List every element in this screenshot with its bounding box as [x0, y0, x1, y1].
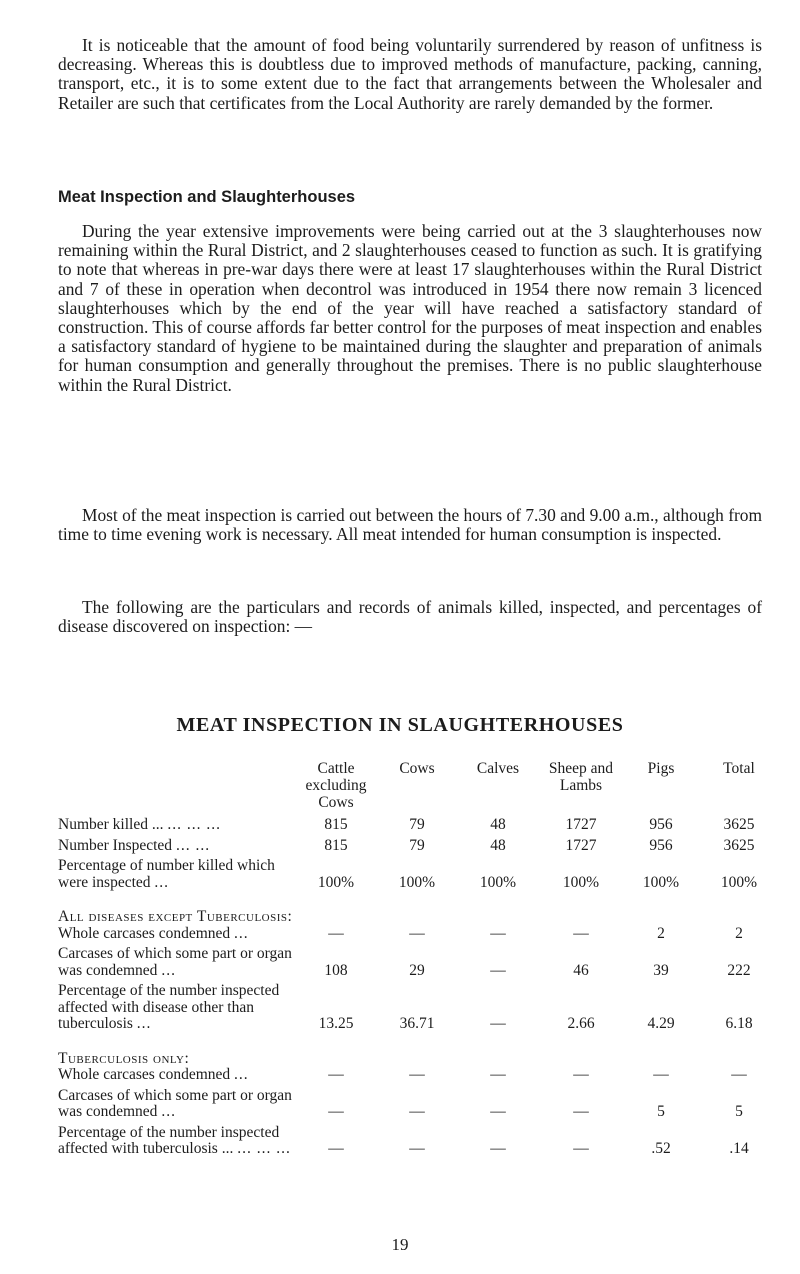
table-cell: 3625	[723, 836, 755, 854]
table-cell: .14	[729, 1140, 749, 1157]
table-cell: —	[328, 924, 344, 942]
table-cell: 48	[490, 836, 506, 854]
table-cell: 1727	[565, 836, 597, 854]
table-cell: 79	[409, 836, 425, 854]
section-heading: Meat Inspection and Slaughterhouses	[58, 188, 356, 206]
table-cell: —	[490, 924, 506, 942]
paragraph-slaughterhouses: During the year extensive improvements were being carried out at the 3 slaughterhouses now remaining within the Rural District, and 2 slaughterhouses ceased to function as such. It is gratifying to note that whereas in pre-war days there were at least 17 slaughterhouses within the Rural District and 7 of these in operation when decontrol was introduced in 1954 there now remain 3 licenced slaughterhouses which by the end of the year will have reached a satisfactory standard of construction. This of course affords far better control for the purposes of meat inspection and enables a satisfactory standard of hygiene to be maintained during the slaughter and preparation of animals for human consumption and generally throughout the premises. There is no public slaughterhouse within the Rural District.	[58, 221, 762, 395]
table-row-part-condemned	[58, 946, 778, 983]
table-row-killed	[58, 817, 778, 838]
table-cell: —	[573, 924, 589, 942]
table-cell: —	[409, 1066, 425, 1083]
table-row-inspected	[58, 838, 778, 859]
table-cell: —	[573, 1140, 589, 1157]
table-cell: —	[328, 1103, 344, 1120]
table-cell: 46	[573, 961, 589, 979]
table-cell: —	[653, 1066, 669, 1083]
table-cell: 36.71	[399, 1015, 435, 1032]
table-cell: 2	[735, 924, 743, 942]
column-header-calves: Calves	[476, 760, 520, 777]
table-cell: 29	[409, 961, 425, 979]
table-header-row	[58, 760, 778, 817]
column-header-total: Total	[723, 760, 755, 777]
table-cell: —	[573, 1066, 589, 1083]
section-title-other-diseases: All diseases except Tuberculosis:	[58, 908, 293, 925]
table-cell: 3625	[723, 816, 755, 833]
table-cell: —	[573, 1103, 589, 1120]
table-cell: 2.66	[567, 1015, 595, 1032]
table-cell: —	[409, 924, 425, 942]
table-row-tb-part-condemned	[58, 1088, 778, 1125]
paragraph-food-surrender: It is noticeable that the amount of food being voluntarily surrendered by reason of unfitness is decreasing. Whereas this is doubtless due to improved methods of manufacture, packing, canning, transport, etc., it is to some extent due to the fact that arrangements between the Wholesaler and Retailer are such that certificates from the Local Authority are rarely demanded by the former.	[58, 35, 762, 113]
section-title-tuberculosis: Tuberculosis only:	[58, 1049, 190, 1067]
table-cell: —	[490, 961, 506, 979]
column-header-cows: Cows	[399, 760, 435, 777]
column-header-pigs: Pigs	[647, 760, 675, 777]
table-cell: —	[328, 1140, 344, 1157]
column-header-sheep: Sheep and Lambs	[548, 760, 614, 794]
row-label: Number Inspected ... ...	[58, 836, 211, 854]
section-header-row	[58, 1037, 778, 1068]
table-row-whole-condemned	[58, 926, 778, 947]
table-cell: —	[409, 1103, 425, 1120]
table-cell: 5	[657, 1103, 665, 1120]
table-cell: —	[409, 1140, 425, 1157]
table-cell: 222	[727, 961, 751, 979]
table-cell: 956	[649, 836, 673, 854]
paragraph-inspection-hours: Most of the meat inspection is carried out between the hours of 7.30 and 9.00 a.m., although from time to time evening work is necessary. All meat intended for human consumption is inspected.	[58, 505, 763, 545]
table-cell: 6.18	[725, 1015, 753, 1032]
row-label: Whole carcases condemned ...	[58, 1066, 249, 1083]
table-cell: 100%	[642, 873, 680, 891]
table-cell: 100%	[720, 873, 758, 891]
page-number: 19	[391, 1235, 409, 1254]
table-cell: 48	[490, 816, 506, 833]
table-cell: 815	[324, 816, 348, 833]
table-cell: —	[490, 1015, 506, 1032]
table-cell: 100%	[317, 873, 355, 891]
table-cell: .52	[651, 1140, 671, 1157]
table-cell: 956	[649, 816, 673, 833]
table-cell: 5	[735, 1103, 743, 1120]
table-cell: —	[490, 1103, 506, 1120]
table-row-tb-whole-condemned	[58, 1067, 778, 1088]
row-label: Percentage of the number inspected affected with disease other than tuberculosis ...	[58, 982, 280, 1032]
table-title: MEAT INSPECTION IN SLAUGHTERHOUSES	[176, 714, 624, 736]
table-cell: 79	[409, 816, 425, 833]
meat-inspection-table	[58, 760, 778, 1162]
table-row-percent-disease	[58, 983, 778, 1037]
row-label: Number killed ... ... ... ...	[58, 816, 221, 833]
header-label-spacer	[58, 760, 294, 817]
row-label: Percentage of number killed which were inspected ...	[58, 857, 275, 891]
table-cell: 100%	[479, 873, 517, 891]
table-cell: —	[731, 1066, 747, 1083]
table-row-tb-percent	[58, 1125, 778, 1162]
table-cell: 13.25	[318, 1015, 354, 1032]
row-label: Whole carcases condemned ...	[58, 924, 249, 942]
table-cell: 4.29	[647, 1015, 675, 1032]
table-cell: —	[490, 1066, 506, 1083]
table-row-percent-inspected	[58, 858, 778, 895]
table-cell: 2	[657, 924, 665, 942]
table-cell: 39	[653, 961, 669, 979]
column-header-cattle: Cattle excluding Cows	[305, 760, 367, 811]
table-cell: 108	[324, 961, 348, 979]
table-cell: 1727	[565, 816, 597, 833]
table-cell: 815	[324, 836, 348, 854]
row-label: Carcases of which some part or organ was condemned ...	[58, 1086, 292, 1120]
section-header-row	[58, 895, 778, 926]
table-cell: 100%	[398, 873, 436, 891]
paragraph-particulars: The following are the particulars and records of animals killed, inspected, and percentages of disease discovered on inspection: —	[58, 597, 762, 637]
row-label: Carcases of which some part or organ was condemned ...	[58, 945, 292, 979]
row-label: Percentage of the number inspected affected with tuberculosis ... ... ... ...	[58, 1123, 291, 1157]
table-cell: —	[328, 1066, 344, 1083]
table-cell: —	[490, 1140, 506, 1157]
table-cell: 100%	[562, 873, 600, 891]
